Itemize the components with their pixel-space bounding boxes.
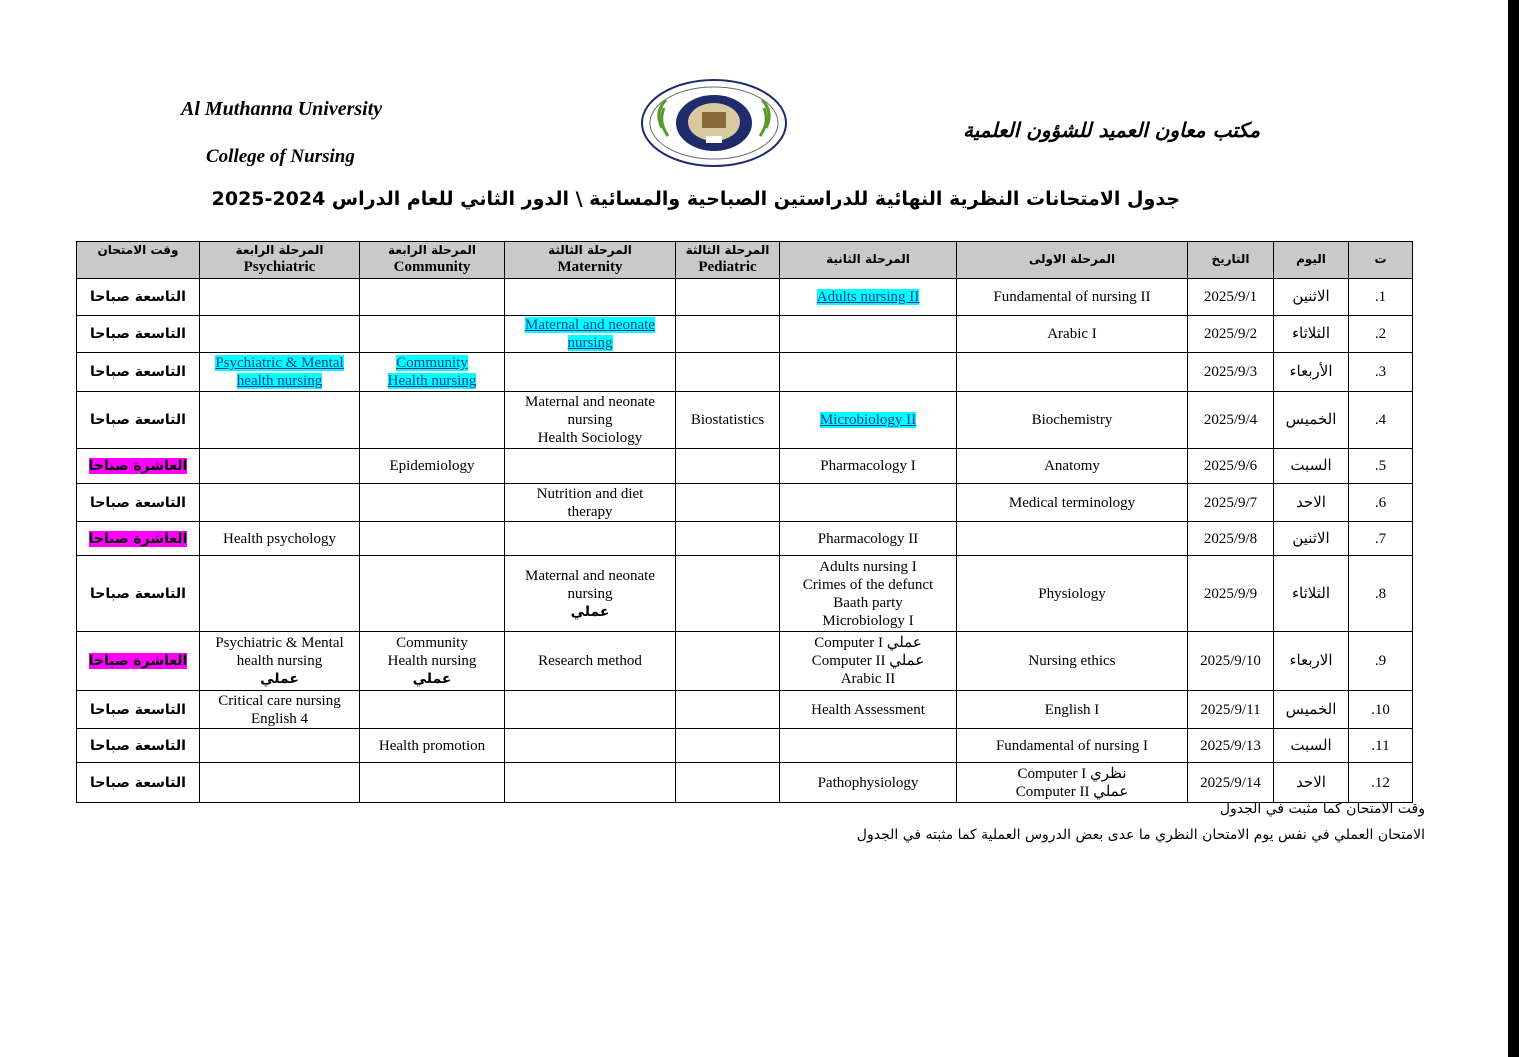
day-cell: الاثنين	[1274, 279, 1349, 316]
community-cell: Epidemiology	[360, 449, 505, 484]
community-cell	[360, 763, 505, 803]
stage2-cell: Pathophysiology	[780, 763, 957, 803]
college-name: College of Nursing	[206, 146, 355, 167]
pediatric-cell	[676, 449, 780, 484]
num-cell: .1	[1349, 279, 1413, 316]
day-cell: الخميس	[1274, 392, 1349, 449]
date-cell: 2025/9/2	[1188, 316, 1274, 353]
community-cell	[360, 556, 505, 632]
psychiatric-cell: Critical care nursing English 4	[200, 691, 360, 729]
stage1-cell: English I	[957, 691, 1188, 729]
table-row	[77, 691, 1413, 729]
table-row	[77, 484, 1413, 522]
maternity-cell	[505, 729, 676, 763]
num-cell: .9	[1349, 632, 1413, 691]
day-cell: السبت	[1274, 449, 1349, 484]
col-header-num: ت	[1349, 242, 1413, 279]
stage1-cell	[957, 353, 1188, 392]
pediatric-cell	[676, 691, 780, 729]
col-header-stage4-community: المرحلة الرابعة Community	[360, 242, 505, 279]
psychiatric-cell	[200, 763, 360, 803]
pediatric-cell	[676, 632, 780, 691]
stage2-cell: Computer I عملي Computer II عملي Arabic II	[780, 632, 957, 691]
day-cell: الاثنين	[1274, 522, 1349, 556]
num-cell: .3	[1349, 353, 1413, 392]
num-cell: .6	[1349, 484, 1413, 522]
maternity-cell	[505, 353, 676, 392]
pediatric-cell	[676, 353, 780, 392]
time-cell: العاشرة صباحا	[77, 632, 200, 691]
col-header-stage3-pediatric: المرحلة الثالثة Pediatric	[676, 242, 780, 279]
num-cell: .11	[1349, 729, 1413, 763]
day-cell: الخميس	[1274, 691, 1349, 729]
pediatric-cell	[676, 522, 780, 556]
stage2-cell	[780, 353, 957, 392]
community-cell	[360, 279, 505, 316]
stage2-cell: Adults nursing I Crimes of the defunct Baath party Microbiology I	[780, 556, 957, 632]
time-cell: التاسعة صباحا	[77, 729, 200, 763]
time-cell: العاشرة صباحا	[77, 449, 200, 484]
stage2-cell: Microbiology II	[780, 392, 957, 449]
table-row	[77, 449, 1413, 484]
day-cell: الاربعاء	[1274, 632, 1349, 691]
date-cell: 2025/9/6	[1188, 449, 1274, 484]
table-row	[77, 729, 1413, 763]
psychiatric-cell: Psychiatric & Mental health nursing عملي	[200, 632, 360, 691]
num-cell: .7	[1349, 522, 1413, 556]
psychiatric-cell	[200, 729, 360, 763]
col-header-day: اليوم	[1274, 242, 1349, 279]
time-cell: التاسعة صباحا	[77, 691, 200, 729]
time-cell: التاسعة صباحا	[77, 316, 200, 353]
note-practical-exam: الامتحان العملي في نفس يوم الامتحان النظري ما عدى بعض الدروس العملية كما مثبته في الجدول	[856, 827, 1425, 843]
date-cell: 2025/9/13	[1188, 729, 1274, 763]
pediatric-cell	[676, 484, 780, 522]
schedule-title: جدول الامتحانات النظرية النهائية للدراستين الصباحية والمسائية \ الدور الثاني للعام الدراس 2024-2025	[211, 188, 1180, 210]
pediatric-cell	[676, 316, 780, 353]
stage1-cell: Medical terminology	[957, 484, 1188, 522]
day-cell: الثلاثاء	[1274, 316, 1349, 353]
time-cell: التاسعة صباحا	[77, 484, 200, 522]
table-row	[77, 316, 1413, 353]
maternity-cell	[505, 279, 676, 316]
psychiatric-cell	[200, 392, 360, 449]
maternity-cell: Maternal and neonate nursing Health Sociology	[505, 392, 676, 449]
pediatric-cell	[676, 729, 780, 763]
community-cell	[360, 316, 505, 353]
university-seal-logo	[640, 78, 788, 168]
num-cell: .8	[1349, 556, 1413, 632]
right-edge-bar	[1508, 0, 1519, 1057]
exam-schedule-table	[76, 241, 1413, 803]
table-row	[77, 353, 1413, 392]
col-header-stage3-maternity: المرحلة الثالثة Maternity	[505, 242, 676, 279]
stage2-cell: Pharmacology II	[780, 522, 957, 556]
stage2-cell: Health Assessment	[780, 691, 957, 729]
date-cell: 2025/9/14	[1188, 763, 1274, 803]
col-header-time: وقت الامتحان	[77, 242, 200, 279]
community-cell	[360, 691, 505, 729]
col-header-stage4-psychiatric: المرحلة الرابعة Psychiatric	[200, 242, 360, 279]
stage1-cell: Arabic I	[957, 316, 1188, 353]
time-cell: التاسعة صباحا	[77, 763, 200, 803]
stage2-cell	[780, 729, 957, 763]
community-cell: Community Health nursing عملي	[360, 632, 505, 691]
table-row	[77, 763, 1413, 803]
date-cell: 2025/9/11	[1188, 691, 1274, 729]
time-cell: التاسعة صباحا	[77, 392, 200, 449]
psychiatric-cell	[200, 484, 360, 522]
col-header-stage2: المرحلة الثانية	[780, 242, 957, 279]
maternity-cell: Nutrition and diet therapy	[505, 484, 676, 522]
maternity-cell	[505, 522, 676, 556]
stage1-cell: Anatomy	[957, 449, 1188, 484]
num-cell: .5	[1349, 449, 1413, 484]
stage1-cell	[957, 522, 1188, 556]
psychiatric-cell: Health psychology	[200, 522, 360, 556]
date-cell: 2025/9/3	[1188, 353, 1274, 392]
num-cell: .10	[1349, 691, 1413, 729]
stage2-cell	[780, 316, 957, 353]
date-cell: 2025/9/9	[1188, 556, 1274, 632]
table-row	[77, 522, 1413, 556]
day-cell: الثلاثاء	[1274, 556, 1349, 632]
num-cell: .12	[1349, 763, 1413, 803]
pediatric-cell	[676, 556, 780, 632]
table-row	[77, 279, 1413, 316]
maternity-cell: Maternal and neonate nursing عملي	[505, 556, 676, 632]
stage1-cell: Biochemistry	[957, 392, 1188, 449]
pediatric-cell: Biostatistics	[676, 392, 780, 449]
psychiatric-cell	[200, 556, 360, 632]
maternity-cell	[505, 449, 676, 484]
table-row	[77, 556, 1413, 632]
day-cell: الاحد	[1274, 763, 1349, 803]
office-title: مكتب معاون العميد للشؤون العلمية	[963, 118, 1260, 142]
stage2-cell: Pharmacology I	[780, 449, 957, 484]
date-cell: 2025/9/8	[1188, 522, 1274, 556]
table-row	[77, 632, 1413, 691]
time-cell: التاسعة صباحا	[77, 353, 200, 392]
community-cell: Health promotion	[360, 729, 505, 763]
day-cell: السبت	[1274, 729, 1349, 763]
date-cell: 2025/9/1	[1188, 279, 1274, 316]
pediatric-cell	[676, 763, 780, 803]
time-cell: التاسعة صباحا	[77, 279, 200, 316]
maternity-cell: Research method	[505, 632, 676, 691]
psychiatric-cell	[200, 449, 360, 484]
col-header-stage1: المرحلة الاولى	[957, 242, 1188, 279]
maternity-cell	[505, 691, 676, 729]
stage1-cell: Fundamental of nursing II	[957, 279, 1188, 316]
psychiatric-cell	[200, 279, 360, 316]
num-cell: .2	[1349, 316, 1413, 353]
table-header-row	[77, 242, 1413, 279]
community-cell	[360, 484, 505, 522]
day-cell: الاحد	[1274, 484, 1349, 522]
psychiatric-cell	[200, 316, 360, 353]
maternity-cell: Maternal and neonate nursing	[505, 316, 676, 353]
stage1-cell: Nursing ethics	[957, 632, 1188, 691]
date-cell: 2025/9/4	[1188, 392, 1274, 449]
date-cell: 2025/9/10	[1188, 632, 1274, 691]
time-cell: التاسعة صباحا	[77, 556, 200, 632]
community-cell: Community Health nursing	[360, 353, 505, 392]
university-name: Al Muthanna University	[181, 98, 383, 120]
stage1-cell: Computer I نظري Computer II عملي	[957, 763, 1188, 803]
table-row	[77, 392, 1413, 449]
stage1-cell: Fundamental of nursing I	[957, 729, 1188, 763]
maternity-cell	[505, 763, 676, 803]
time-cell: العاشرة صباحا	[77, 522, 200, 556]
stage1-cell: Physiology	[957, 556, 1188, 632]
note-exam-time: وقت الامتحان كما مثبت في الجدول	[1219, 801, 1425, 817]
community-cell	[360, 392, 505, 449]
num-cell: .4	[1349, 392, 1413, 449]
stage2-cell: Adults nursing II	[780, 279, 957, 316]
col-header-date: التاريخ	[1188, 242, 1274, 279]
day-cell: الأربعاء	[1274, 353, 1349, 392]
stage2-cell	[780, 484, 957, 522]
date-cell: 2025/9/7	[1188, 484, 1274, 522]
psychiatric-cell: Psychiatric & Mental health nursing	[200, 353, 360, 392]
community-cell	[360, 522, 505, 556]
pediatric-cell	[676, 279, 780, 316]
